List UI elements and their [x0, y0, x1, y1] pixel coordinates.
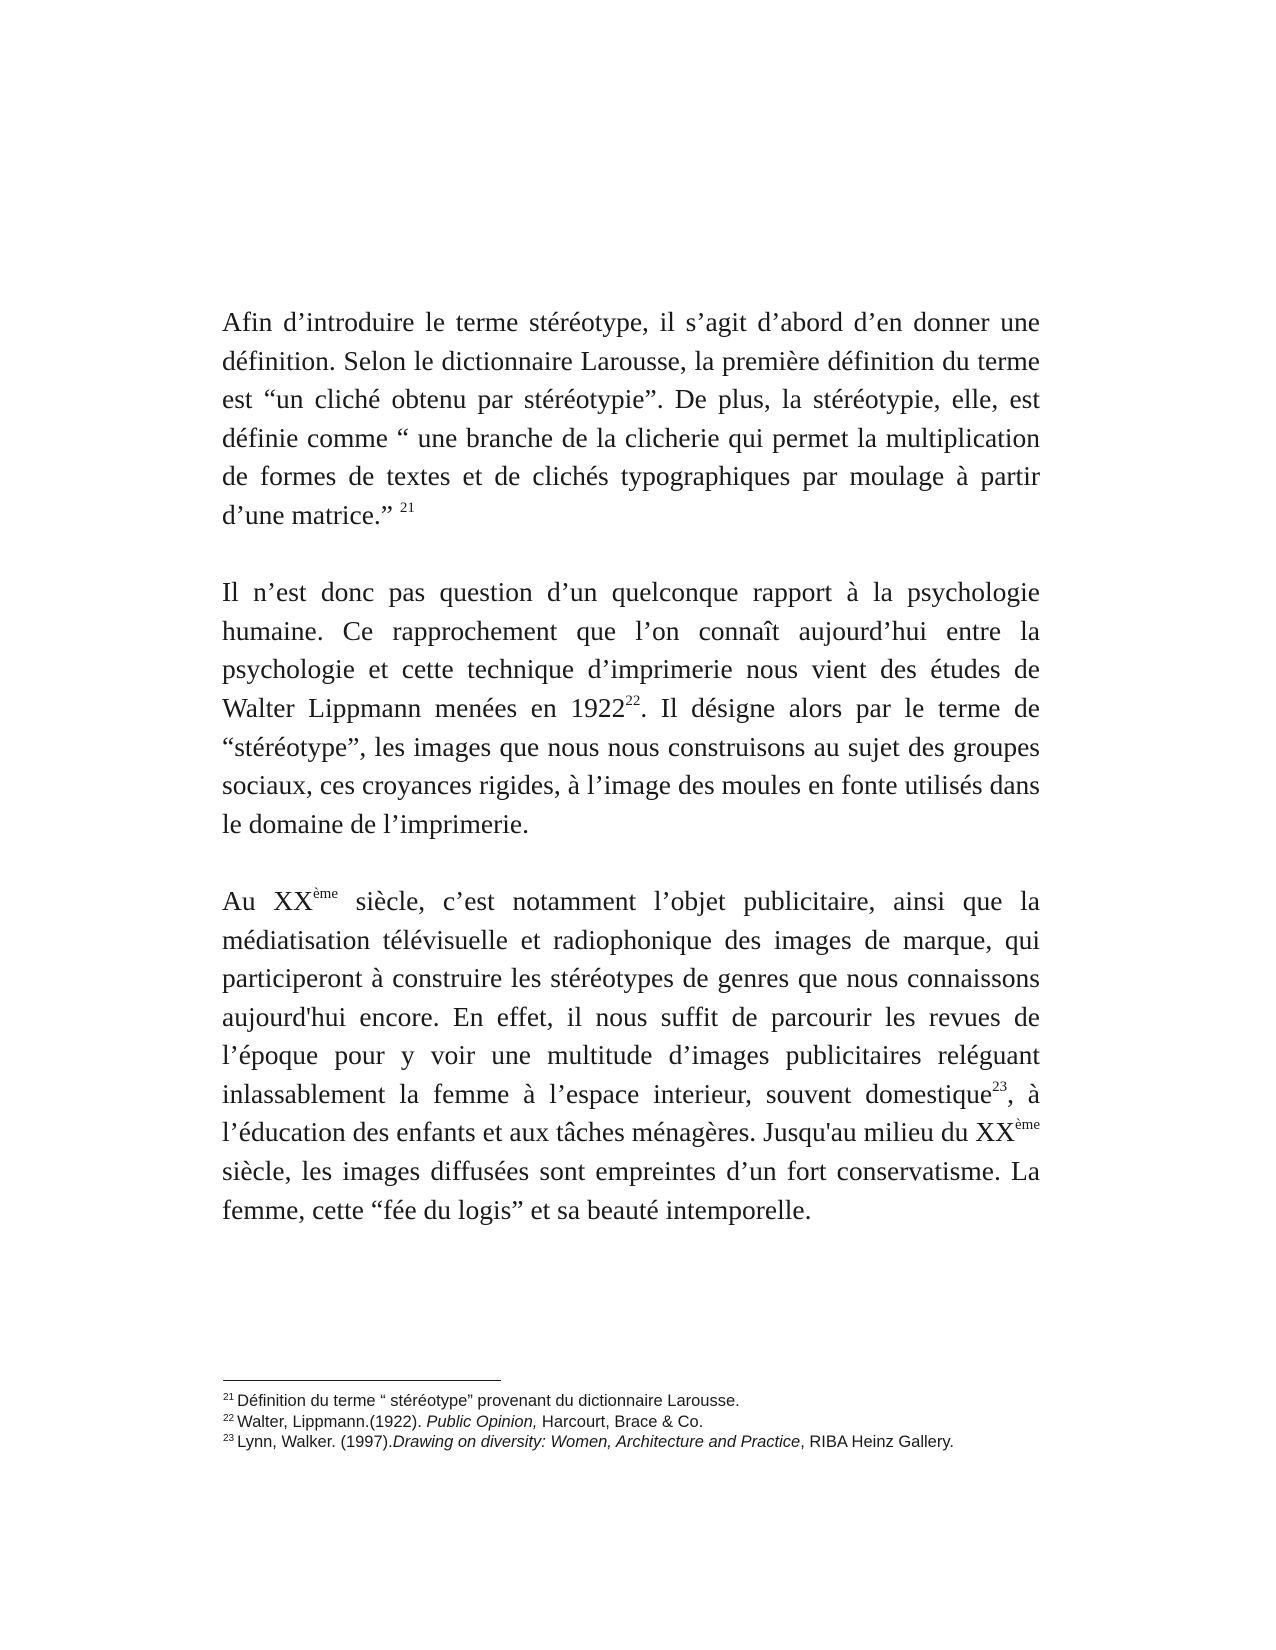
footnote-text: Lynn, Walker. (1997). — [237, 1433, 393, 1451]
footnote-number: 22 — [223, 1412, 235, 1424]
footnotes — [223, 1380, 1083, 1453]
footnote-divider — [223, 1380, 501, 1381]
footnote-ref-21: 21 — [399, 499, 415, 516]
footnote-text: Walter, Lippmann.(1922). — [237, 1412, 427, 1431]
paragraph-text: Afin d’introduire le terme stéréotype, il s’agit d’abord d’en donner une définition. Selon le dictionnaire Larousse, la première définition du terme est “un cliché obtenu par stéréotypie”. De plus, la stéréotypie, elle, est définie comme “ une branche de la clicherie qui permet la multiplication de formes de textes et de clichés typographiques par moulage à partir d’une matrice.” — [222, 306, 1040, 530]
footnote-ref-22: 22 — [625, 692, 641, 709]
century-superscript: ème — [1015, 1117, 1040, 1134]
footnote-title: Drawing on diversity: Women, Architecture and Practice — [392, 1433, 801, 1451]
footnote-22 — [223, 1412, 1083, 1433]
footnote-text: Harcourt, Brace & Co. — [537, 1412, 704, 1431]
paragraph-advertising — [222, 882, 1040, 1229]
footnote-21 — [223, 1391, 1083, 1412]
paragraph-definition — [222, 303, 1040, 535]
body-text — [222, 303, 1040, 1268]
footnote-ref-23: 23 — [992, 1078, 1008, 1095]
paragraph-text: siècle, c’est notamment l’objet publicitaire, ainsi que la médiatisation télévisuelle et radiophonique des images de marque, qui participeront à construire les stéréotypes de genres que nous connaissons aujourd'hui encore. En effet, il nous suffit de parcourir les revues de l’époque pour y voir une multitude d’images publicitaires reléguant inlassablement la femme à l’espace interieur, souvent domestique — [222, 884, 1040, 1109]
footnote-text: Définition du terme “ stéréotype” provenant du dictionnaire Larousse. — [237, 1392, 740, 1410]
paragraph-text: Il n’est donc pas question d’un quelconque rapport à la psychologie humaine. Ce rapprochement que l’on connaît aujourd’hui entre la psychologie et cette technique d’imprimerie nous vient des études de Walter Lippmann menées en 1922 — [222, 576, 1040, 723]
paragraph-text: , à l’éducation des enfants et aux tâches ménagères. Jusqu'au milieu du XX — [222, 1077, 1040, 1148]
footnote-number: 21 — [223, 1392, 235, 1403]
paragraph-text: siècle, les images diffusées sont empreintes d’un fort conservatisme. La femme, cette “fée du logis” et sa beauté intemporelle. — [222, 1155, 1040, 1225]
paragraph-text: . Il désigne alors par le terme de “stéréotype”, les images que nous nous construisons au sujet des groupes sociaux, ces croyances rigides, à l’image des moules en fonte utilisés dans le domaine de l’imprimerie. — [222, 691, 1040, 839]
footnote-number: 23 — [223, 1433, 235, 1444]
footnote-title: Public Opinion, — [426, 1412, 538, 1431]
paragraph-lippmann — [222, 573, 1040, 843]
footnote-text: , RIBA Heinz Gallery. — [800, 1433, 954, 1451]
paragraph-text: Au XX — [222, 884, 314, 916]
century-superscript: ème — [313, 885, 338, 902]
footnote-23 — [223, 1432, 1083, 1453]
